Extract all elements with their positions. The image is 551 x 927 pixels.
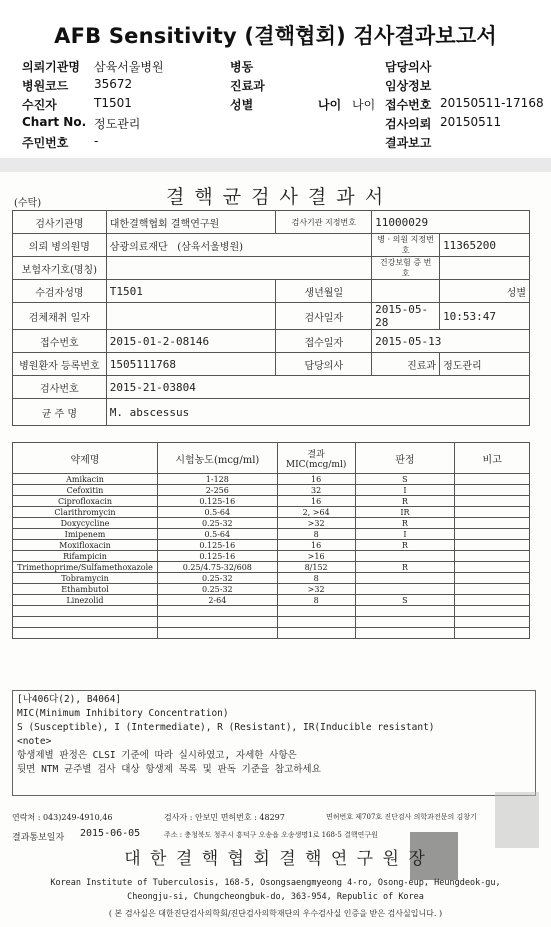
test-time-value: 10:53:47 <box>440 303 530 330</box>
drug-mic: 16 <box>277 474 355 485</box>
header-value: 20150511 <box>440 115 502 129</box>
drug-note <box>455 540 530 551</box>
drug-row <box>13 584 530 595</box>
empty-row <box>13 606 530 617</box>
doctor-label: 담당의사 <box>276 353 372 376</box>
drug-mic: >32 <box>277 518 355 529</box>
drug-interp: I <box>355 485 455 496</box>
drug-mic: 8 <box>277 573 355 584</box>
header-label: 임상정보 <box>385 79 432 93</box>
header-label: 성별 <box>230 98 254 112</box>
collect-value <box>106 303 276 330</box>
drug-row <box>13 540 530 551</box>
drug-interp <box>355 573 455 584</box>
lab-no-label: 검사기관 지정번호 <box>276 211 372 234</box>
ins-value <box>106 257 371 280</box>
header-value: 삼육서울병원 <box>94 60 164 74</box>
drug-name: Trimethoprime/Sulfamethoxazole <box>13 562 158 573</box>
drug-name: Ethambutol <box>13 584 158 595</box>
header-label: 나이 <box>318 98 342 112</box>
drug-conc: 1-128 <box>157 474 277 485</box>
report-date-label: 결과통보일자 <box>12 833 65 843</box>
header-label: 접수번호 <box>385 98 432 112</box>
health-value <box>440 257 530 280</box>
drug-interp: R <box>355 496 455 507</box>
drug-mic: 16 <box>277 496 355 507</box>
test-date-value: 2015-05-28 <box>372 303 440 330</box>
header-value: - <box>94 134 99 148</box>
empty-row <box>13 628 530 639</box>
drug-note <box>455 584 530 595</box>
drug-mic: >16 <box>277 551 355 562</box>
drug-interp <box>355 551 455 562</box>
header-value: T1501 <box>94 96 132 110</box>
recv-date-label: 접수일자 <box>276 330 372 353</box>
note-line: [나406다(2), B4064] <box>17 694 122 705</box>
scanned-result-form <box>0 172 551 927</box>
note-line: S (Susceptible), I (Intermediate), R (Resistant), IR(Inducible resistant) <box>17 722 435 733</box>
drug-conc: 0.5-64 <box>157 529 277 540</box>
drug-interp <box>355 584 455 595</box>
health-label: 건강보험 증 번 호 <box>372 257 440 280</box>
dept-label: 진료과 <box>372 353 440 376</box>
sex-label: 성별 <box>440 280 530 303</box>
drug-name: Linezolid <box>13 595 158 606</box>
note-line: 뒷면 NTM 균주별 검사 대상 항생제 목록 및 판독 기준을 참고하세요 <box>17 764 321 775</box>
drug-name: Imipenem <box>13 529 158 540</box>
drug-conc: 0.125-16 <box>157 496 277 507</box>
header-value: 정도관리 <box>94 117 141 131</box>
interpretation-notes <box>12 690 536 796</box>
certification-seal <box>495 792 539 848</box>
hosp-reg-label: 병원환자 등록번호 <box>13 353 107 376</box>
lab-no-value: 11000029 <box>372 211 530 234</box>
req-label: 의뢰 병의원명 <box>13 234 107 257</box>
drug-row <box>13 496 530 507</box>
col-drug: 약제명 <box>13 443 158 474</box>
susceptibility-table <box>12 442 530 639</box>
col-conc: 시험농도(mcg/ml) <box>157 443 277 474</box>
drug-interp: R <box>355 562 455 573</box>
col-mic: 결과 MIC(mcg/ml) <box>277 443 355 474</box>
info-table <box>12 210 530 426</box>
header-label: 진료과 <box>230 79 265 93</box>
header-label: Chart No. <box>22 115 87 129</box>
address-ko: 주소 : 충청북도 청주시 흥덕구 오송읍 오송생명1로 168-5 결핵연구원 <box>164 831 378 839</box>
drug-note <box>455 529 530 540</box>
ins-label: 보험자기호(명칭) <box>13 257 107 280</box>
drug-interp: I <box>355 529 455 540</box>
drug-mic: 2, >64 <box>277 507 355 518</box>
drug-row <box>13 529 530 540</box>
drug-note <box>455 496 530 507</box>
header-label: 결과보고 <box>385 136 432 150</box>
drug-conc: 0.125-16 <box>157 540 277 551</box>
drug-conc: 0.125-16 <box>157 551 277 562</box>
drug-name: Doxycycline <box>13 518 158 529</box>
drug-mic: >32 <box>277 584 355 595</box>
drug-conc: 0.25-32 <box>157 518 277 529</box>
empty-row <box>13 617 530 628</box>
drug-conc: 0.25/4.75-32/608 <box>157 562 277 573</box>
drug-row <box>13 507 530 518</box>
contact: 연락처 : 043)249-4910,46 <box>12 813 113 822</box>
drug-interp: R <box>355 518 455 529</box>
drug-conc: 2-64 <box>157 595 277 606</box>
drug-name: Cefoxitin <box>13 485 158 496</box>
form-suffix: (수탁) <box>14 198 42 209</box>
drug-conc: 0.25-32 <box>157 573 277 584</box>
certification-note: ( 본 검사실은 대한진단검사의학회/진단검사의학재단의 우수검사실 인증을 받은 검사실입니다. ) <box>108 909 443 918</box>
lab-value: 대한결핵협회 결핵연구원 <box>106 211 276 234</box>
hosp-reg-value: 1505111768 <box>106 353 276 376</box>
drug-row <box>13 573 530 584</box>
drug-note <box>455 485 530 496</box>
header-label: 병원코드 <box>22 79 69 93</box>
drug-conc: 0.25-32 <box>157 584 277 595</box>
header-value: 나이 <box>352 98 376 112</box>
drug-interp: S <box>355 474 455 485</box>
header-label: 수진자 <box>22 98 57 112</box>
recv-no-label: 접수번호 <box>13 330 107 353</box>
drug-note <box>455 551 530 562</box>
note-line: 항생제별 판정은 CLSI 기준에 따라 실시하였고, 자세한 사항은 <box>17 750 297 761</box>
address-en-2: Cheongju-si, Chungcheongbuk-do, 363-954, Republic of Korea <box>127 892 424 902</box>
dept-value: 정도관리 <box>440 353 530 376</box>
test-date-label: 검사일자 <box>276 303 372 330</box>
drug-mic: 8 <box>277 529 355 540</box>
dob-value <box>372 280 440 303</box>
drug-note <box>455 562 530 573</box>
header-label: 검사의뢰 <box>385 117 432 131</box>
recv-no-value: 2015-01-2-08146 <box>106 330 276 353</box>
drug-conc: 0.5-64 <box>157 507 277 518</box>
drug-row <box>13 518 530 529</box>
collect-label: 검체채취 일자 <box>13 303 107 330</box>
drug-note <box>455 474 530 485</box>
drug-note <box>455 507 530 518</box>
form-title: 결 핵 균 검 사 결 과 서 <box>165 186 386 208</box>
note-line: <note> <box>17 736 52 747</box>
header-value: 35672 <box>94 77 133 91</box>
drug-row <box>13 595 530 606</box>
col-note: 비고 <box>455 443 530 474</box>
test-no-label: 검사번호 <box>13 376 107 399</box>
divider <box>0 158 551 172</box>
test-no-value: 2015-21-03804 <box>106 376 529 399</box>
report-date: 2015-06-05 <box>80 828 141 839</box>
drug-row <box>13 485 530 496</box>
drug-name: Rifampicin <box>13 551 158 562</box>
header-label: 의뢰기관명 <box>22 60 80 74</box>
address-en-1: Korean Institute of Tuberculosis, 168-5, Osongsaengmyeong 4-ro, Osong-eup, Heungdeok-gu, <box>50 878 501 888</box>
drug-mic: 8/152 <box>277 562 355 573</box>
drug-name: Ciprofloxacin <box>13 496 158 507</box>
req-no-value: 11365200 <box>440 234 530 257</box>
header-label: 담당의사 <box>385 60 432 74</box>
header-label: 주민번호 <box>22 136 69 150</box>
patient-value: T1501 <box>106 280 276 303</box>
examiner: 검사자 : 안보민 면허번호 : 48297 <box>164 813 285 822</box>
drug-interp: R <box>355 540 455 551</box>
drug-row <box>13 562 530 573</box>
drug-interp: IR <box>355 507 455 518</box>
req-sub: (삼육서울병원) <box>177 241 244 253</box>
drug-name: Clarithromycin <box>13 507 158 518</box>
drug-conc: 2-256 <box>157 485 277 496</box>
species-label: 균 주 명 <box>13 399 107 426</box>
drug-note <box>455 573 530 584</box>
drug-mic: 8 <box>277 595 355 606</box>
header-value: 20150511-17168 <box>440 96 544 110</box>
organization: 대 한 결 핵 협 회 결 핵 연 구 원 장 <box>124 849 427 869</box>
lab-label: 검사기관명 <box>13 211 107 234</box>
drug-note <box>455 595 530 606</box>
species-value: M. abscessus <box>106 399 529 426</box>
report-header <box>0 0 551 158</box>
drug-row <box>13 551 530 562</box>
drug-name: Moxifloxacin <box>13 540 158 551</box>
header-label: 병동 <box>230 60 254 74</box>
drug-name: Amikacin <box>13 474 158 485</box>
drug-name: Tobramycin <box>13 573 158 584</box>
col-interp: 판정 <box>355 443 455 474</box>
license: 면허번호 제707호 진단검사 의학과전문의 김창기 <box>326 813 477 821</box>
req-no-label: 병 · 의원 지정번호 <box>372 234 440 257</box>
req-value: 삼광의료재단 <box>109 241 168 253</box>
report-title: AFB Sensitivity (결핵협회) 검사결과보고서 <box>54 24 497 48</box>
drug-row <box>13 474 530 485</box>
drug-mic: 16 <box>277 540 355 551</box>
recv-date-value: 2015-05-13 <box>372 330 530 353</box>
drug-note <box>455 518 530 529</box>
patient-label: 수검자성명 <box>13 280 107 303</box>
note-line: MIC(Minimum Inhibitory Concentration) <box>17 708 229 719</box>
drug-interp: S <box>355 595 455 606</box>
drug-mic: 32 <box>277 485 355 496</box>
dob-label: 생년월일 <box>276 280 372 303</box>
